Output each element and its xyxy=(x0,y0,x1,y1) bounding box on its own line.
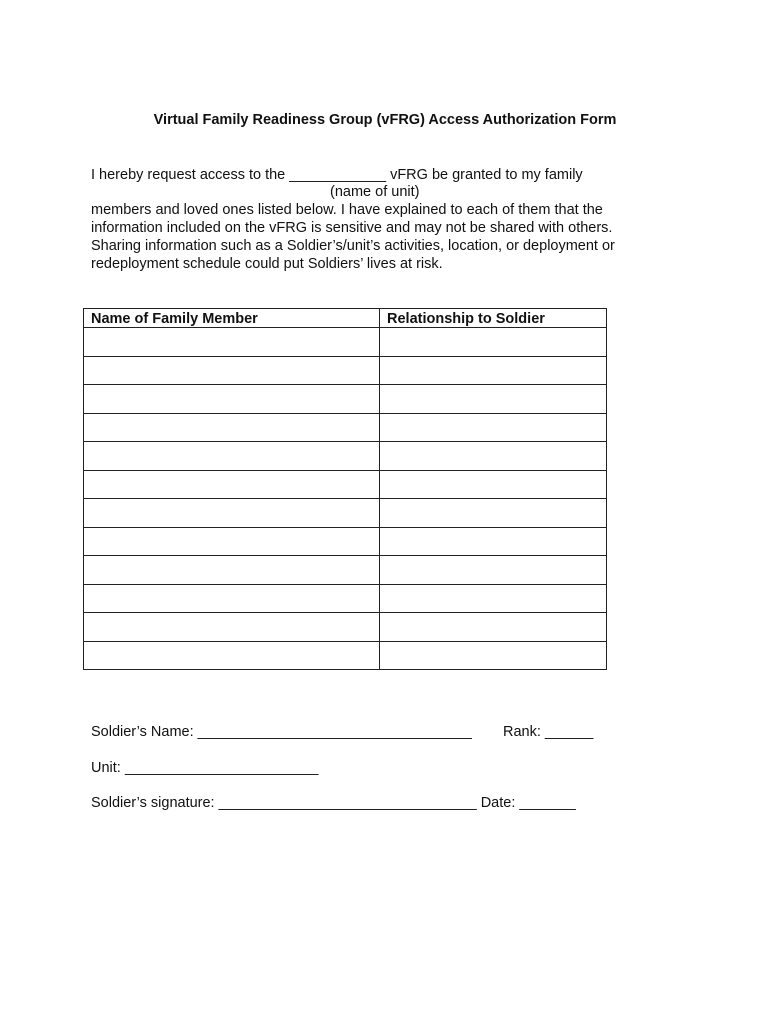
table-row xyxy=(84,499,607,528)
table-row xyxy=(84,556,607,585)
table-header-row xyxy=(84,309,607,328)
table-row xyxy=(84,328,607,357)
relationship-cell[interactable] xyxy=(380,641,607,670)
table-row xyxy=(84,641,607,670)
family-member-name-cell[interactable] xyxy=(84,413,380,442)
family-member-name-cell[interactable] xyxy=(84,499,380,528)
family-member-name-cell[interactable] xyxy=(84,385,380,414)
relationship-cell[interactable] xyxy=(380,584,607,613)
relationship-cell[interactable] xyxy=(380,413,607,442)
relationship-cell[interactable] xyxy=(380,356,607,385)
table-row xyxy=(84,413,607,442)
unit-name-note: (name of unit) xyxy=(330,184,420,200)
unit-field[interactable]: Unit: ________________________ xyxy=(91,760,319,776)
family-member-name-cell[interactable] xyxy=(84,442,380,471)
intro-line-2: members and loved ones listed below. I have explained to each of them that the xyxy=(91,202,603,218)
rank-field[interactable]: Rank: ______ xyxy=(503,724,594,740)
table-row xyxy=(84,385,607,414)
table-row xyxy=(84,356,607,385)
family-member-name-cell[interactable] xyxy=(84,641,380,670)
relationship-cell[interactable] xyxy=(380,556,607,585)
intro-line-5: redeployment schedule could put Soldiers’ lives at risk. xyxy=(91,256,443,272)
relationship-cell[interactable] xyxy=(380,499,607,528)
intro-line-4: Sharing information such as a Soldier’s/unit’s activities, location, or deployment or xyxy=(91,238,615,254)
relationship-cell[interactable] xyxy=(380,442,607,471)
form-title: Virtual Family Readiness Group (vFRG) Access Authorization Form xyxy=(153,112,617,128)
soldier-name-field[interactable]: Soldier’s Name: __________________________________ xyxy=(91,724,472,740)
family-member-name-cell[interactable] xyxy=(84,613,380,642)
family-members-table xyxy=(83,308,607,670)
table-row xyxy=(84,527,607,556)
relationship-cell[interactable] xyxy=(380,470,607,499)
soldier-signature-field[interactable]: Soldier’s signature: ________________________________ Date: _______ xyxy=(91,795,576,811)
column-header-name: Name of Family Member xyxy=(84,309,380,328)
family-member-name-cell[interactable] xyxy=(84,356,380,385)
table-row xyxy=(84,613,607,642)
relationship-cell[interactable] xyxy=(380,613,607,642)
family-member-name-cell[interactable] xyxy=(84,584,380,613)
table-row xyxy=(84,584,607,613)
relationship-cell[interactable] xyxy=(380,385,607,414)
intro-line-1: I hereby request access to the ____________ vFRG be granted to my family xyxy=(91,167,583,183)
table-row xyxy=(84,470,607,499)
column-header-relationship: Relationship to Soldier xyxy=(380,309,607,328)
table-row xyxy=(84,442,607,471)
family-member-name-cell[interactable] xyxy=(84,556,380,585)
relationship-cell[interactable] xyxy=(380,527,607,556)
relationship-cell[interactable] xyxy=(380,328,607,357)
family-member-name-cell[interactable] xyxy=(84,527,380,556)
family-member-name-cell[interactable] xyxy=(84,470,380,499)
intro-line-3: information included on the vFRG is sensitive and may not be shared with others. xyxy=(91,220,613,236)
family-member-name-cell[interactable] xyxy=(84,328,380,357)
